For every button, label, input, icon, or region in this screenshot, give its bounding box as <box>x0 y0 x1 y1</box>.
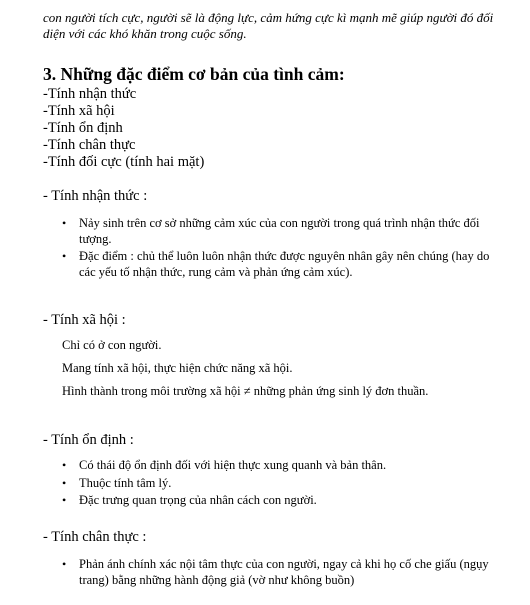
bullet-item <box>62 557 507 588</box>
subsection-title-chan-thuc: - Tính chân thực : <box>43 529 147 545</box>
bullet-icon: • <box>62 475 67 490</box>
bullet-icon: • <box>62 557 67 571</box>
summary-item: -Tính chân thực <box>43 137 136 153</box>
summary-item: -Tính nhận thức <box>43 86 137 102</box>
bullet-text: Phản ánh chính xác nội tâm thực của con người, ngay cả khi họ cố che giấu (ngụy trang) bằng những hành động giả (vờ như không buồn) <box>79 557 489 587</box>
section-heading: 3. Những đặc điểm cơ bản của tình cảm: <box>43 64 345 84</box>
subsection-title-on-dinh: - Tính ổn định : <box>43 432 134 448</box>
bullet-text: Đặc trưng quan trọng của nhân cách con người. <box>79 493 317 507</box>
summary-item: -Tính ổn định <box>43 120 123 136</box>
intro-paragraph: con người tích cực, người sẽ là động lực, cảm hứng cực kì mạnh mẽ giúp người đó đối diện với các khó khăn trong cuộc sống. <box>43 10 494 41</box>
subsection-title-xa-hoi: - Tính xã hội : <box>43 312 126 328</box>
summary-item: -Tính xã hội <box>43 103 115 119</box>
bullet-item <box>62 249 507 280</box>
subsection-title-nhan-thuc: - Tính nhận thức : <box>43 188 148 204</box>
bullet-text: Có thái độ ổn định đối với hiện thực xung quanh và bản thân. <box>79 458 387 472</box>
bullet-list-on-dinh <box>62 458 507 511</box>
bullet-icon: • <box>62 458 67 472</box>
bullet-icon: • <box>62 216 67 230</box>
bullet-icon: • <box>62 493 67 507</box>
bullet-list-chan-thuc <box>62 557 507 590</box>
bullet-list-nhan-thuc <box>62 216 507 282</box>
text-line: Chỉ có ở con người. <box>62 338 162 352</box>
bullet-text: Thuộc tính tâm lý. <box>79 475 172 490</box>
bullet-item <box>62 493 507 509</box>
text-line: Mang tính xã hội, thực hiện chức năng xã hội. <box>62 361 293 375</box>
summary-list <box>43 86 204 171</box>
bullet-text: Đặc điểm : chủ thể luôn luôn nhận thức được nguyên nhân gây nên chúng (hay do các yếu tố nhận thức, rung cảm và phản ứng cảm xúc). <box>79 249 490 279</box>
bullet-icon: • <box>62 249 67 263</box>
summary-item: -Tính đối cực (tính hai mặt) <box>43 154 205 170</box>
text-line: Hình thành trong môi trường xã hội ≠ những phản ứng sinh lý đơn thuần. <box>62 384 429 398</box>
bullet-item <box>62 216 507 247</box>
bullet-text: Nảy sinh trên cơ sở những cảm xúc của con người trong quá trình nhận thức đối tượng. <box>79 216 480 246</box>
bullet-item <box>62 458 507 474</box>
bullet-item <box>62 476 507 492</box>
